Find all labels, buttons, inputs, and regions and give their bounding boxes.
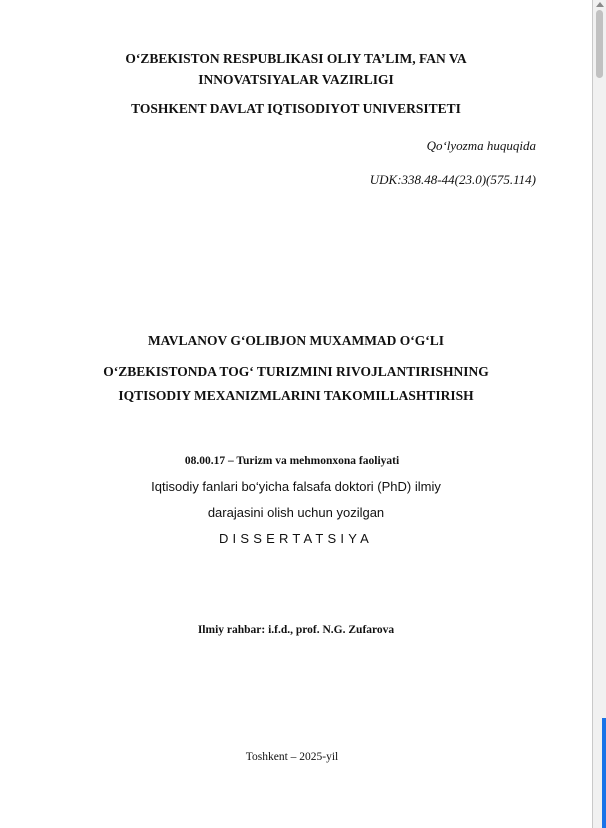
place-and-year: Toshkent – 2025-yil: [245, 751, 339, 763]
vertical-scrollbar[interactable]: [593, 0, 606, 828]
manuscript-rights: Qo‘lyozma huquqida: [426, 138, 536, 153]
title-line-1: O‘ZBEKISTONDA TOG‘ TURIZMINI RIVOJLANTIRISHNING: [103, 364, 489, 379]
scrollbar-accent: [602, 718, 606, 828]
ministry-line-2: INNOVATSIYALAR VAZIRLIGI: [198, 72, 394, 87]
document-type: DISSERTATSIYA: [218, 531, 374, 546]
university-name: TOSHKENT DAVLAT IQTISODIYOT UNIVERSITETI: [131, 101, 461, 116]
author-name: MAVLANOV G‘OLIBJON MUXAMMAD O‘G‘LI: [147, 333, 445, 348]
title-line-2: IQTISODIY MEXANIZMLARINI TAKOMILLASHTIRISH: [118, 388, 474, 403]
scrollbar-thumb[interactable]: [596, 10, 603, 78]
ministry-line-1: O‘ZBEKISTON RESPUBLIKASI OLIY TA’LIM, FAN VA: [125, 51, 467, 66]
degree-line-2: darajasini olish uchun yozilgan: [207, 505, 385, 520]
scroll-up-arrow-icon[interactable]: [596, 2, 604, 7]
udk-code: UDK:338.48-44(23.0)(575.114): [369, 172, 536, 187]
degree-line-1: Iqtisodiy fanlari bo‘yicha falsafa doktori (PhD) ilmiy: [151, 479, 441, 494]
specialty-code: 08.00.17 – Turizm va mehmonxona faoliyati: [184, 455, 400, 467]
supervisor: Ilmiy rahbar: i.f.d., prof. N.G. Zufarova: [197, 624, 395, 636]
